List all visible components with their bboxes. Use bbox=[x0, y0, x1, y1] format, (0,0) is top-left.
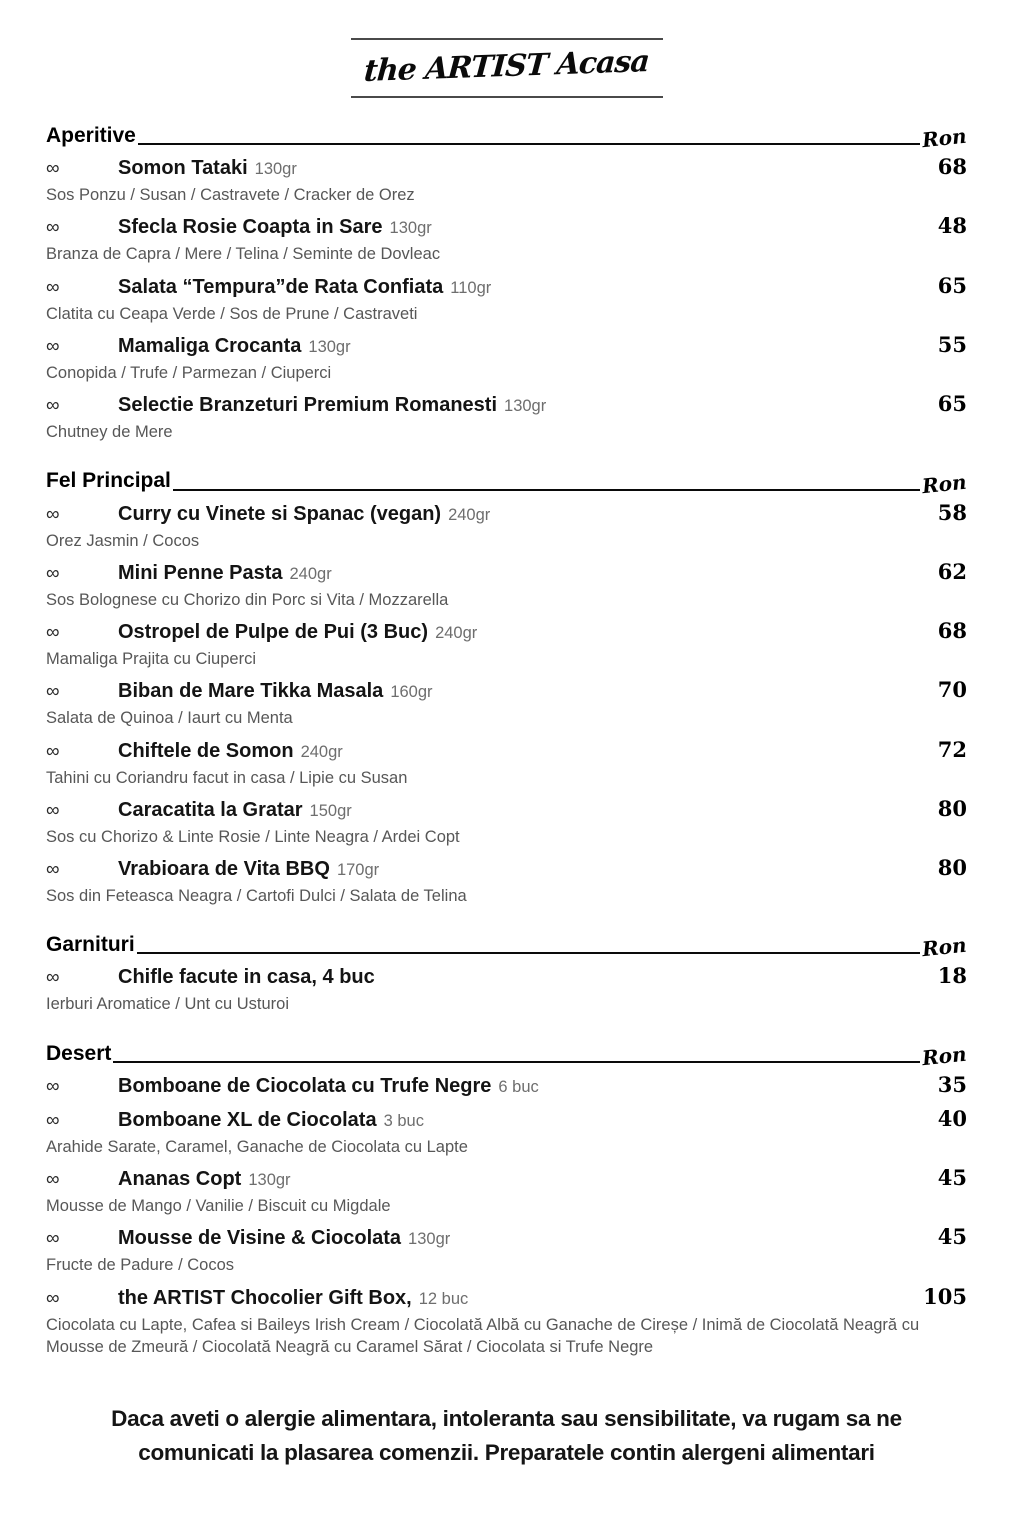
item-name: Mini Penne Pasta bbox=[118, 561, 283, 584]
item-price: 18 bbox=[937, 963, 967, 989]
infinity-bullet-icon: ∞ bbox=[46, 335, 60, 357]
menu-item-description: Tahini cu Coriandru facut in casa / Lipie cu Susan bbox=[46, 768, 408, 787]
infinity-bullet-icon: ∞ bbox=[46, 1109, 60, 1131]
item-price: 105 bbox=[923, 1283, 967, 1309]
menu-item-description: Mamaliga Prajita cu Ciuperci bbox=[46, 650, 256, 669]
item-price: 55 bbox=[937, 331, 967, 357]
menu-item-description: Conopida / Trufe / Parmezan / Ciuperci bbox=[46, 363, 332, 382]
menu-item bbox=[46, 155, 967, 181]
item-name: Curry cu Vinete si Spanac (vegan) bbox=[118, 502, 442, 525]
infinity-bullet-icon: ∞ bbox=[46, 562, 60, 584]
menu-item bbox=[46, 1285, 967, 1311]
item-quantity: 3 buc bbox=[383, 1111, 424, 1130]
infinity-bullet-icon: ∞ bbox=[46, 1075, 60, 1097]
menu-item-description: Sos Ponzu / Susan / Castravete / Cracker de Orez bbox=[46, 186, 415, 205]
currency-label: Ron bbox=[921, 123, 969, 153]
menu-item-description: Branza de Capra / Mere / Telina / Seminte de Dovleac bbox=[46, 245, 441, 264]
restaurant-logo: the ARTIST Acasa bbox=[362, 43, 651, 90]
infinity-bullet-icon: ∞ bbox=[46, 859, 60, 881]
item-quantity: 240gr bbox=[448, 505, 491, 524]
menu-item-description: Sos Bolognese cu Chorizo din Porc si Vita / Mozzarella bbox=[46, 590, 449, 609]
section-title: Desert bbox=[46, 1041, 112, 1065]
item-quantity: 130gr bbox=[408, 1230, 451, 1249]
section-rule-line bbox=[138, 143, 921, 145]
item-price: 48 bbox=[937, 213, 967, 239]
section-header bbox=[46, 123, 969, 153]
menu-item bbox=[46, 619, 967, 645]
section-title: Fel Principal bbox=[46, 469, 171, 493]
menu-item bbox=[46, 333, 967, 359]
infinity-bullet-icon: ∞ bbox=[46, 217, 60, 239]
infinity-bullet-icon: ∞ bbox=[46, 276, 60, 298]
item-quantity: 240gr bbox=[289, 564, 332, 583]
item-price: 45 bbox=[937, 1224, 967, 1250]
menu-item-description: Orez Jasmin / Cocos bbox=[46, 531, 200, 550]
section-header bbox=[46, 469, 969, 498]
item-quantity: 130gr bbox=[389, 219, 432, 238]
allergen-notice: Daca aveti o alergie alimentara, intoleranta sau sensibilitate, va rugam sa ne comunicati la plasarea comenzii. Preparatele contin alergeni alimentari bbox=[111, 1406, 902, 1465]
menu-item-description: Sos cu Chorizo & Linte Rosie / Linte Neagra / Ardei Copt bbox=[46, 827, 460, 846]
section-header bbox=[46, 1041, 969, 1071]
infinity-bullet-icon: ∞ bbox=[46, 622, 60, 644]
item-price: 70 bbox=[937, 677, 967, 703]
infinity-bullet-icon: ∞ bbox=[46, 1287, 60, 1309]
item-quantity: 240gr bbox=[300, 742, 343, 761]
infinity-bullet-icon: ∞ bbox=[46, 1169, 60, 1191]
currency-label: Ron bbox=[921, 933, 969, 962]
item-quantity: 160gr bbox=[390, 683, 433, 702]
item-price: 45 bbox=[937, 1165, 967, 1191]
item-quantity: 170gr bbox=[336, 861, 380, 880]
infinity-bullet-icon: ∞ bbox=[46, 395, 60, 417]
menu-item bbox=[46, 964, 967, 990]
currency-label: Ron bbox=[921, 1041, 969, 1071]
item-quantity: 130gr bbox=[308, 337, 351, 356]
item-name: Mousse de Visine & Ciocolata bbox=[118, 1227, 402, 1250]
menu-item-description: Chutney de Mere bbox=[46, 423, 173, 442]
item-name: Ananas Copt bbox=[118, 1168, 242, 1191]
menu-item-description: Fructe de Padure / Cocos bbox=[46, 1256, 235, 1275]
item-price: 72 bbox=[937, 736, 967, 762]
item-quantity: 130gr bbox=[248, 1171, 291, 1190]
item-price: 62 bbox=[937, 558, 967, 584]
item-name: Somon Tataki bbox=[118, 157, 248, 180]
section-rule-line bbox=[137, 952, 921, 954]
item-name: Chiftele de Somon bbox=[118, 739, 294, 762]
item-price: 35 bbox=[937, 1071, 967, 1097]
item-price: 68 bbox=[937, 154, 967, 180]
infinity-bullet-icon: ∞ bbox=[46, 799, 60, 821]
infinity-bullet-icon: ∞ bbox=[46, 967, 60, 989]
item-name: Bomboane de Ciocolata cu Trufe Negre bbox=[118, 1074, 492, 1097]
item-quantity: 12 buc bbox=[418, 1289, 469, 1308]
infinity-bullet-icon: ∞ bbox=[46, 503, 60, 525]
item-price: 68 bbox=[937, 618, 967, 644]
menu-item bbox=[46, 274, 967, 300]
item-name: Sfecla Rosie Coapta in Sare bbox=[118, 216, 383, 239]
menu-item bbox=[46, 214, 967, 240]
infinity-bullet-icon: ∞ bbox=[46, 1228, 60, 1250]
menu-item bbox=[46, 797, 967, 823]
item-name: Mamaliga Crocanta bbox=[118, 334, 302, 357]
item-quantity: 6 buc bbox=[498, 1077, 539, 1096]
item-name: Ostropel de Pulpe de Pui (3 Buc) bbox=[118, 621, 429, 644]
section-rule-line bbox=[173, 489, 921, 491]
item-quantity: 130gr bbox=[504, 397, 547, 416]
section-garnituri bbox=[46, 933, 967, 1015]
item-price: 80 bbox=[937, 855, 967, 881]
item-quantity: 150gr bbox=[309, 801, 352, 820]
menu-item-description: Salata de Quinoa / Iaurt cu Menta bbox=[46, 709, 293, 728]
menu-item-description: Ierburi Aromatice / Unt cu Usturoi bbox=[46, 995, 290, 1014]
infinity-bullet-icon: ∞ bbox=[46, 681, 60, 703]
menu-item bbox=[46, 1225, 967, 1251]
item-quantity: 240gr bbox=[435, 624, 478, 643]
item-price: 40 bbox=[937, 1105, 967, 1131]
menu-item bbox=[46, 501, 967, 527]
menu-item-description: Arahide Sarate, Caramel, Ganache de Ciocolata cu Lapte bbox=[46, 1137, 468, 1156]
item-price: 65 bbox=[937, 391, 967, 417]
menu-item-description: Ciocolata cu Lapte, Cafea si Baileys Irish Cream / Ciocolată Albă cu Ganache de Cireșe / Inimă de Ciocolată Neagră cu Mousse de Zmeură / Ciocolată Neagră cu Caramel Sărat / Ciocolata si Trufe Negre bbox=[46, 1315, 920, 1356]
item-name: Bomboane XL de Ciocolata bbox=[118, 1108, 377, 1131]
section-aperitive bbox=[46, 124, 967, 443]
menu-item bbox=[46, 678, 967, 704]
item-name: Salata “Tempura”de Rata Confiata bbox=[118, 275, 444, 298]
menu-item bbox=[46, 560, 967, 586]
menu-item-description: Clatita cu Ceapa Verde / Sos de Prune / Castraveti bbox=[46, 304, 418, 323]
item-price: 58 bbox=[937, 499, 967, 525]
item-price: 65 bbox=[937, 272, 967, 298]
section-rule-line bbox=[113, 1061, 920, 1063]
menu-item bbox=[46, 856, 967, 882]
menu-item bbox=[46, 1166, 967, 1192]
item-price: 80 bbox=[937, 795, 967, 821]
infinity-bullet-icon: ∞ bbox=[46, 740, 60, 762]
section-header bbox=[46, 933, 969, 962]
menu-item bbox=[46, 1107, 967, 1133]
infinity-bullet-icon: ∞ bbox=[46, 158, 60, 180]
restaurant-logo-block bbox=[351, 38, 663, 98]
menu-item bbox=[46, 392, 967, 418]
section-desert bbox=[46, 1042, 967, 1358]
menu-item-description: Sos din Feteasca Neagra / Cartofi Dulci / Salata de Telina bbox=[46, 887, 467, 906]
item-name: Caracatita la Gratar bbox=[118, 798, 303, 821]
item-name: Selectie Branzeturi Premium Romanesti bbox=[118, 394, 498, 417]
item-name: Chifle facute in casa, 4 buc bbox=[118, 966, 375, 989]
section-title: Aperitive bbox=[46, 124, 136, 147]
item-name: the ARTIST Chocolier Gift Box, bbox=[118, 1286, 412, 1309]
section-fel-principal bbox=[46, 469, 967, 907]
item-quantity: 110gr bbox=[450, 278, 492, 297]
section-title: Garnituri bbox=[46, 933, 135, 957]
menu-item-description: Mousse de Mango / Vanilie / Biscuit cu Migdale bbox=[46, 1197, 391, 1216]
item-name: Biban de Mare Tikka Masala bbox=[118, 680, 384, 703]
item-quantity: 130gr bbox=[254, 160, 297, 179]
menu-item bbox=[46, 738, 967, 764]
currency-label: Ron bbox=[921, 469, 969, 498]
item-name: Vrabioara de Vita BBQ bbox=[118, 858, 330, 881]
menu-item bbox=[46, 1073, 967, 1099]
